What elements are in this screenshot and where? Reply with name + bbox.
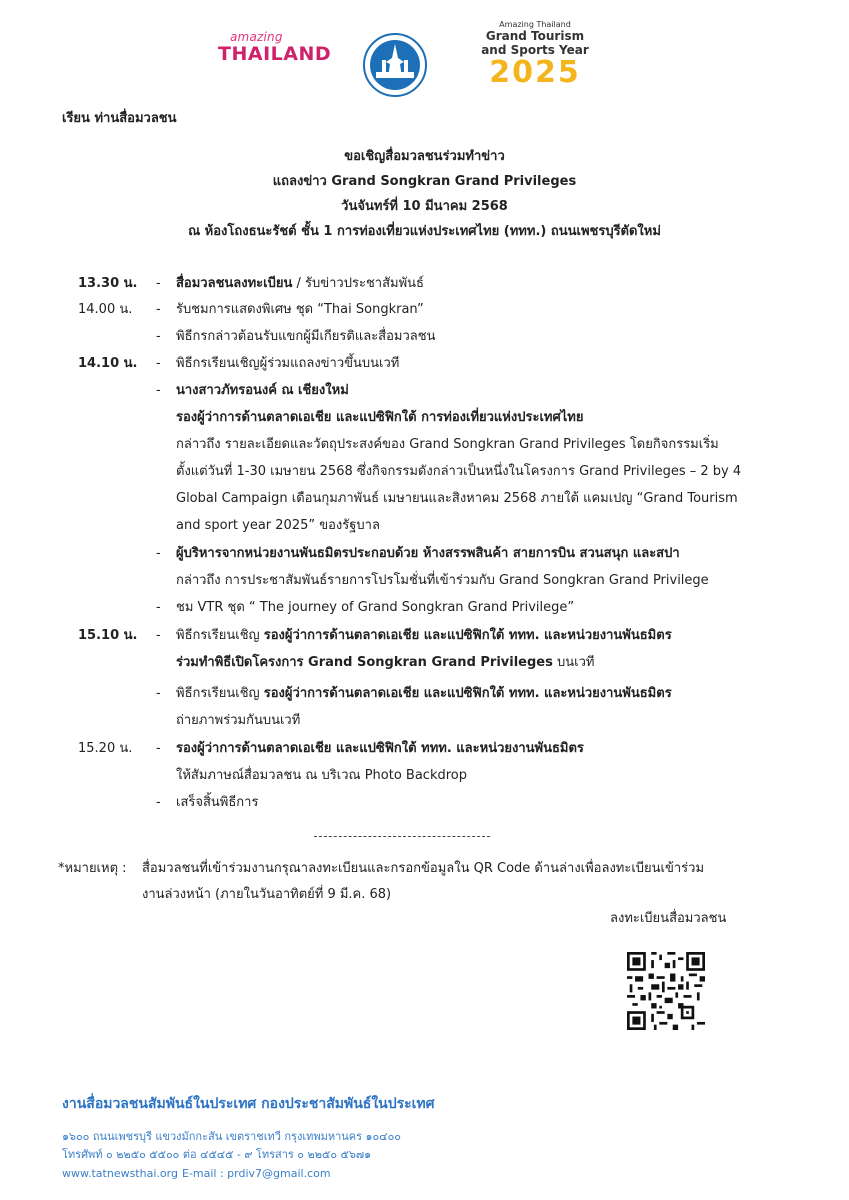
opening-pre: พิธีกรเรียนเชิญ xyxy=(176,628,264,643)
qr-code-icon[interactable] xyxy=(627,952,705,1030)
speaker-name: นางสาวภัทรอนงค์ ณ เชียงใหม่ xyxy=(176,383,349,398)
opening-bold: รองผู้ว่าการด้านตลาดเอเชีย และแปซิฟิกใต้ ททท. และหน่วยงานพันธมิตร xyxy=(263,628,672,643)
item-opening-line2 xyxy=(176,654,594,672)
salutation: เรียน ท่านสื่อมวลชน xyxy=(62,111,177,126)
partners-title: ผู้บริหารจากหน่วยงานพันธมิตรประกอบด้วย ห้างสรรพสินค้า สายการบิน สวนสนุก และสปา xyxy=(176,546,680,561)
item-vtr: ชม VTR ชุด “ The journey of Grand Songkran Grand Privilege” xyxy=(176,600,575,615)
time-1400: 14.00 น. xyxy=(78,302,133,317)
bullet-dash: - xyxy=(156,546,161,561)
note-line2: งานล่วงหน้า (ภายในวันอาทิตย์ที่ 9 มี.ค. 68) xyxy=(142,887,392,902)
heading-line4: ณ ห้องโถงธนะรัชต์ ชั้น 1 การท่องเที่ยวแห่งประเทศไทย (ททท.) ถนนเพชรบุรีตัดใหม่ xyxy=(188,224,661,239)
item-invite-stage: พิธีกรเรียนเชิญผู้ร่วมแถลงข่าวขึ้นบนเวที xyxy=(176,356,400,371)
heading-line1: ขอเชิญสื่อมวลชนร่วมทำข่าว xyxy=(344,149,505,164)
heading-line3: วันจันทร์ที่ 10 มีนาคม 2568 xyxy=(341,199,508,214)
register-label: ลงทะเบียนสื่อมวลชน xyxy=(610,911,727,926)
amazing-logo-big-text: THAILAND xyxy=(218,43,332,65)
item-welcome: พิธีกรกล่าวต้อนรับแขกผู้มีเกียรติและสื่อมวลชน xyxy=(176,329,436,344)
footer-title: งานสื่อมวลชนสัมพันธ์ในประเทศ กองประชาสัมพันธ์ในประเทศ xyxy=(62,1096,435,1112)
speaker-title: รองผู้ว่าการด้านตลาดเอเชีย และแปซิฟิกใต้ การท่องเที่ยวแห่งประเทศไทย xyxy=(176,410,584,425)
bullet-dash: - xyxy=(156,356,161,371)
amazing-logo-small-text: amazing xyxy=(230,30,283,44)
time-1410: 14.10 น. xyxy=(78,356,138,371)
registration-rest: / รับข่าวประชาสัมพันธ์ xyxy=(292,276,424,291)
heading-line2: แถลงข่าว Grand Songkran Grand Privileges xyxy=(272,174,577,189)
opening-l2-rest: บนเวที xyxy=(552,655,595,670)
bullet-dash: - xyxy=(156,795,161,810)
bullet-dash: - xyxy=(156,329,161,344)
gts-line3: and Sports Year xyxy=(481,43,589,57)
item-photo xyxy=(176,685,672,703)
speaker-desc-4: and sport year 2025” ของรัฐบาล xyxy=(176,518,380,533)
gts-line1: Amazing Thailand xyxy=(499,20,571,29)
footer-address: ๑๖๐๐ ถนนเพชรบุรี แขวงมักกะสัน เขตราชเทวี กรุงเทพมหานคร ๑๐๔๐๐ xyxy=(62,1130,401,1143)
bullet-dash: - xyxy=(156,302,161,317)
note-line1: สื่อมวลชนที่เข้าร่วมงานกรุณาลงทะเบียนและกรอกข้อมูลใน QR Code ด้านล่างเพื่อลงทะเบียนเข้าร่วม xyxy=(142,861,705,876)
registration-bold: สื่อมวลชนลงทะเบียน xyxy=(176,276,293,291)
separator-line xyxy=(314,836,490,837)
item-registration xyxy=(176,275,424,293)
item-interview-line2: ให้สัมภาษณ์สื่อมวลชน ณ บริเวณ Photo Backdrop xyxy=(176,768,467,783)
item-closing: เสร็จสิ้นพิธีการ xyxy=(176,795,259,810)
bullet-dash: - xyxy=(156,383,161,398)
bullet-dash: - xyxy=(156,741,161,756)
time-1510: 15.10 น. xyxy=(78,628,138,643)
time-1520: 15.20 น. xyxy=(78,741,133,756)
partners-desc: กล่าวถึง การประชาสัมพันธ์รายการโปรโมชั่นที่เข้าร่วมกับ Grand Songkran Grand Privilege xyxy=(176,573,709,588)
gts-year: 2025 xyxy=(489,55,581,90)
item-performance: รับชมการแสดงพิเศษ ชุด “Thai Songkran” xyxy=(176,302,424,317)
footer-email-link[interactable]: E-mail : prdiv7@gmail.com xyxy=(182,1167,331,1180)
bullet-dash: - xyxy=(156,276,161,291)
opening-l2-bold: ร่วมทำพิธีเปิดโครงการ Grand Songkran Grand Privileges xyxy=(176,655,553,670)
logo-bar xyxy=(0,10,849,90)
time-1330: 13.30 น. xyxy=(78,276,138,291)
bullet-dash: - xyxy=(156,628,161,643)
bullet-dash: - xyxy=(156,600,161,615)
grand-tourism-logo xyxy=(470,20,600,89)
speaker-desc-2: ตั้งแต่วันที่ 1-30 เมษายน 2568 ซึ่งกิจกรรมดังกล่าวเป็นหนึ่งในโครงการ Grand Privileges – 2 by 4 xyxy=(176,464,742,479)
note-label: *หมายเหตุ : xyxy=(58,861,127,876)
footer-phone: โทรศัพท์ ๐ ๒๒๕๐ ๕๕๐๐ ต่อ ๔๕๔๕ - ๙ โทรสาร ๐ ๒๒๕๐ ๕๖๗๑ xyxy=(62,1148,372,1161)
photo-pre: พิธีกรเรียนเชิญ xyxy=(176,686,264,701)
photo-bold: รองผู้ว่าการด้านตลาดเอเชีย และแปซิฟิกใต้ ททท. และหน่วยงานพันธมิตร xyxy=(263,686,672,701)
footer-web-link[interactable]: www.tatnewsthai.org xyxy=(62,1167,178,1180)
item-photo-line2: ถ่ายภาพร่วมกันบนเวที xyxy=(176,713,301,728)
tat-seal-icon xyxy=(362,32,428,98)
speaker-desc-3: Global Campaign เดือนกุมภาพันธ์ เมษายนและสิงหาคม 2568 ภายใต้ แคมเปญ “Grand Tourism xyxy=(176,491,738,506)
item-interview: รองผู้ว่าการด้านตลาดเอเชีย และแปซิฟิกใต้ ททท. และหน่วยงานพันธมิตร xyxy=(176,741,584,756)
bullet-dash: - xyxy=(156,686,161,701)
gts-line2: Grand Tourism xyxy=(485,29,585,43)
item-opening-ceremony xyxy=(176,627,672,645)
amazing-thailand-logo xyxy=(218,30,332,65)
speaker-desc-1: กล่าวถึง รายละเอียดและวัตถุประสงค์ของ Grand Songkran Grand Privileges โดยกิจกรรมเริ่ม xyxy=(176,437,719,452)
